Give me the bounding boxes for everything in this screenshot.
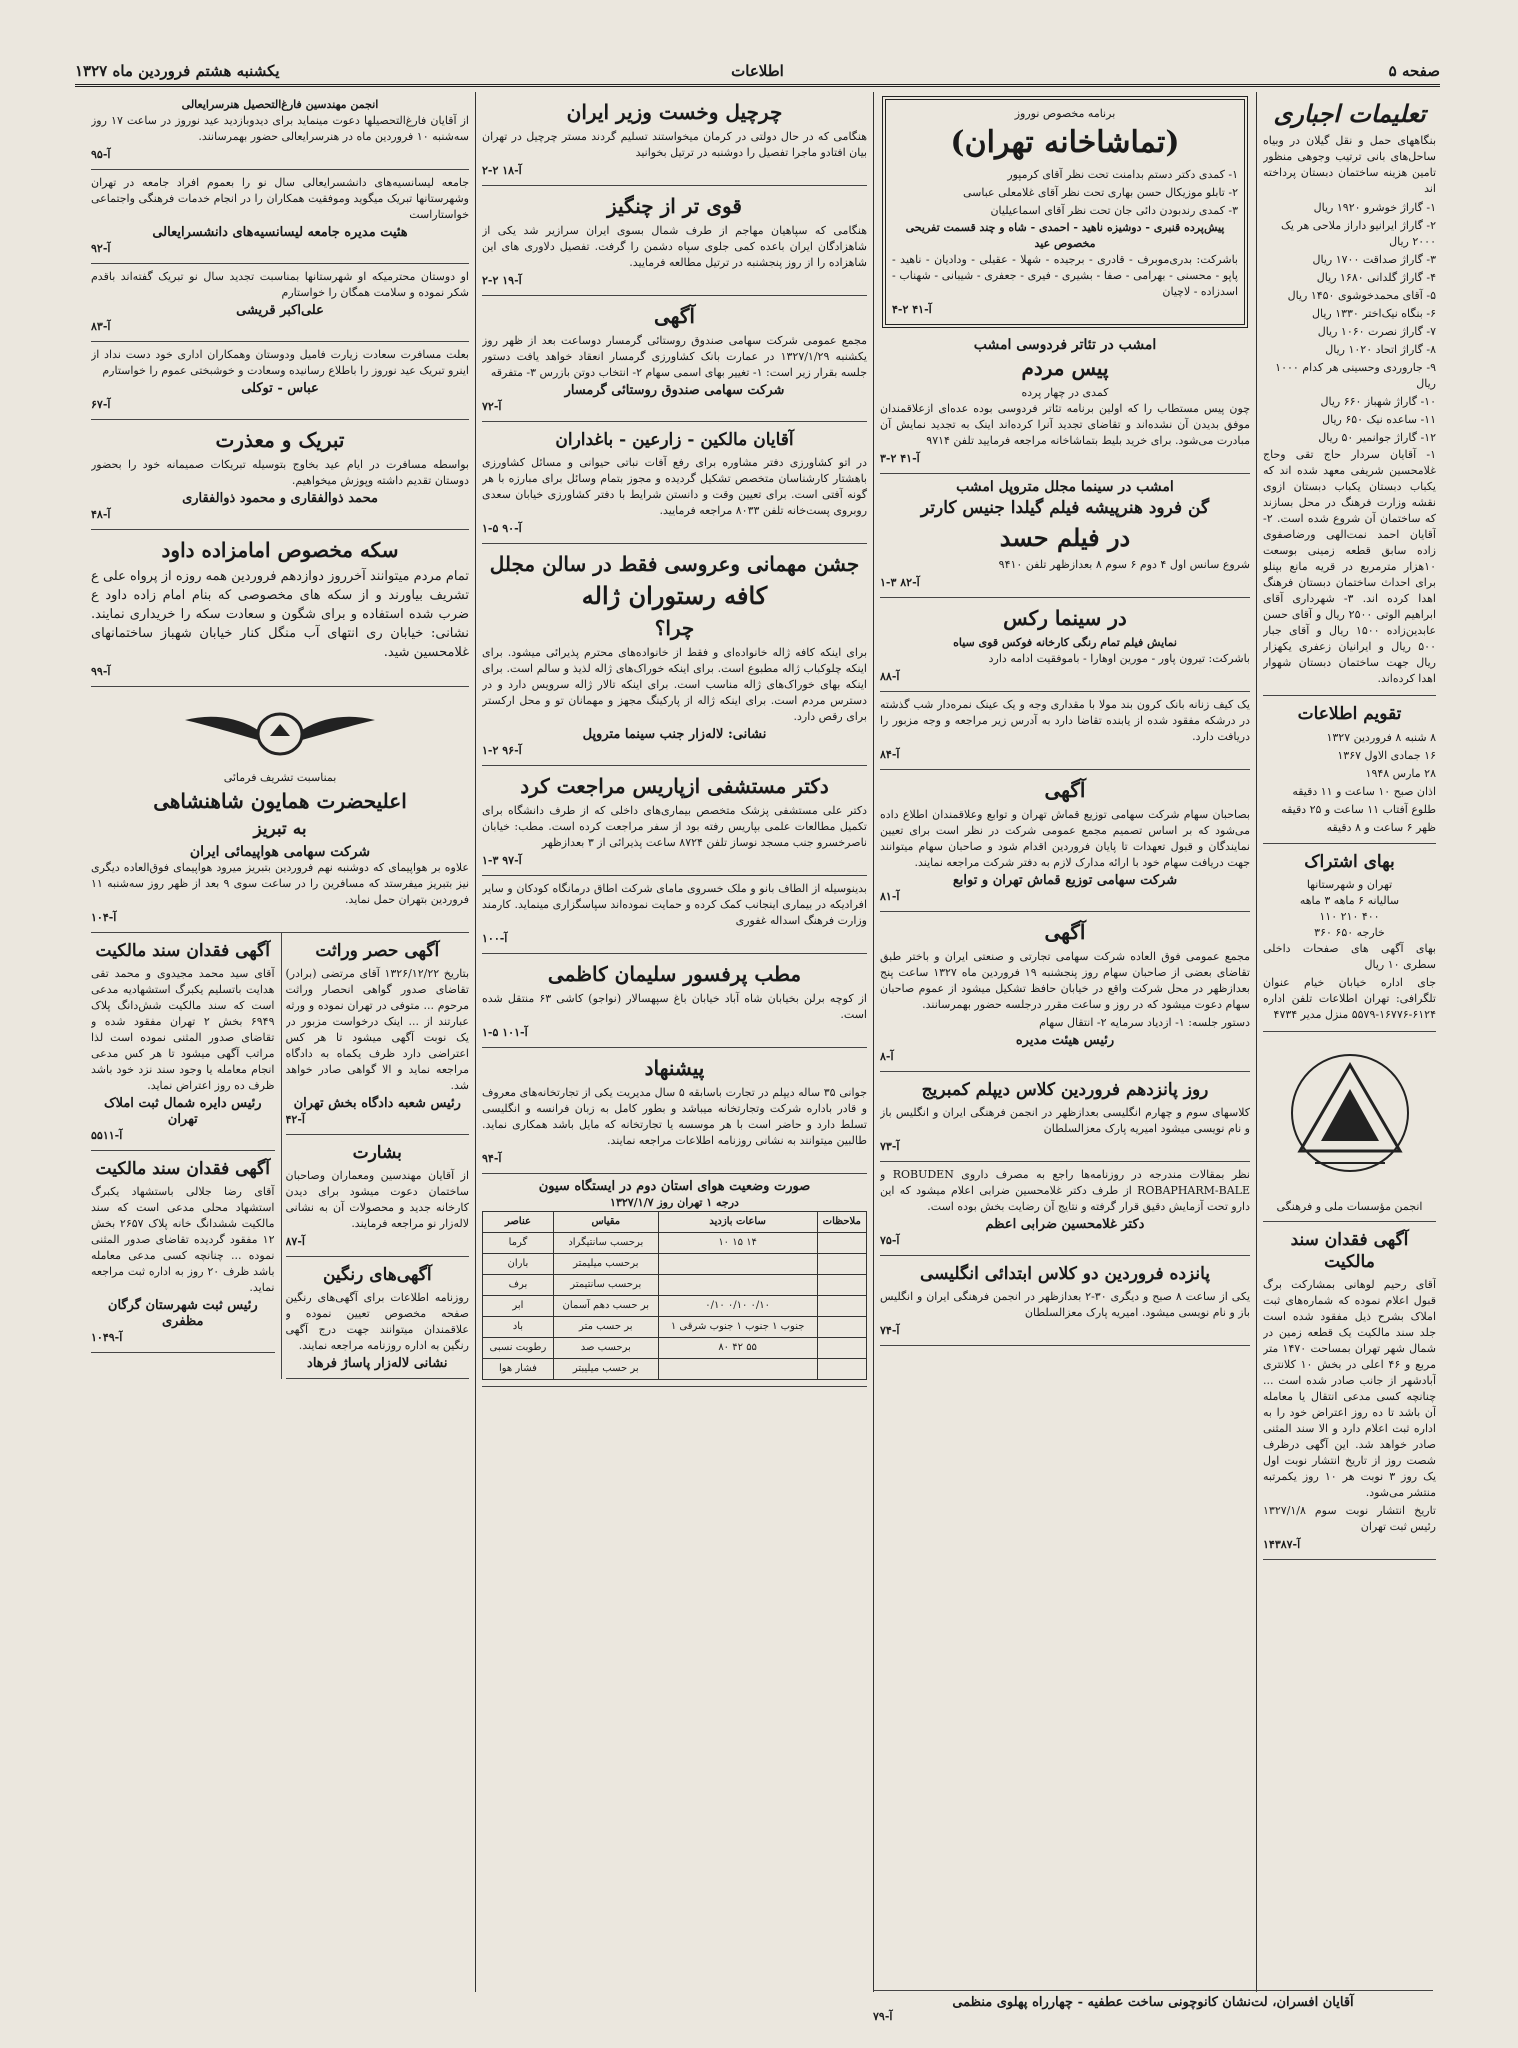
masthead xyxy=(75,58,1440,87)
churchill-serial-ad xyxy=(482,92,867,186)
ferdowsi-theater-ad xyxy=(880,332,1250,474)
ad-code: آ-۷۳ xyxy=(880,1140,900,1153)
calendar-line: اذان صبح ۱۰ ساعت و ۱۱ دقیقه xyxy=(1292,785,1436,798)
ad-code: آ-۸ xyxy=(880,1050,894,1063)
occasion-line: بمناسبت تشریف فرمائی xyxy=(223,771,337,784)
thanks-notice xyxy=(482,876,867,954)
calendar-line: ۱۶ جمادی الاول ۱۳۶۷ xyxy=(1337,749,1436,762)
ad-price-note: بهای آگهی های صفحات داخلی سطری ۱۰ ریال xyxy=(1263,942,1436,971)
table-row xyxy=(483,1233,867,1254)
notice-body: مجمع عمومی فوق العاده شرکت سهامی تجارتی و صنعتی ایران و باختر طبق تقاضای بعضی از صاحبان سهام روز پنجشنبه ۱۹ فروردین ماه ۱۳۲۷ ساعت پنج بعدازظهر در محل شرکت واقع در خیابان حافظ تشکیل میشود از عموم صاحبان سهام دعوت میشود که در روز و ساعت مقرر درجلسه حضور بهمرسانند. xyxy=(880,950,1250,1011)
ad-code: آ-۱۰۰ xyxy=(482,932,508,945)
ad-code: آ-۱۴۳۸۷ xyxy=(1263,1538,1301,1551)
notice-body: بعلت مسافرت سعادت زیارت فامیل ودوستان وهمکاران اداری خود دست نداد از اینرو تبریک عید نوروز را باطلاع رسانیده وسعادت و خوشبختی عموم را خواستارم xyxy=(91,348,469,377)
ad-body: از کوچه برلن بخیابان شاه آباد خیابان باغ سپهسالار (نواجو) کاشی ۶۳ منتقل شده است. xyxy=(482,992,867,1021)
ad-code: آ-۱۰۴ xyxy=(91,911,117,924)
ad-body: هنگامی که در حال دولتی در کرمان میخواستند تسلیم گردند مستر چرچیل در تهران بیان افتادو ماجرا تفصیل را دوشنبه در ترتیل بخوانید xyxy=(482,130,867,159)
table-cell xyxy=(658,1359,817,1380)
notice-signature: هئیت مدیره جامعه لیسانسیه‌های دانشسرایعالی xyxy=(152,225,408,240)
subscription-box xyxy=(1263,844,1436,1032)
list-item: ۵- آقای محمدخوشوی ۱۴۵۰ ریال xyxy=(1287,289,1436,302)
ad-code: آ-۷۹ xyxy=(873,2010,893,2023)
table-cell xyxy=(658,1254,817,1275)
table-cell: برحسب میلیمتر xyxy=(553,1254,658,1275)
property-loss-notice-2 xyxy=(91,1151,275,1353)
apology-notice xyxy=(91,420,469,530)
good-news-ad xyxy=(286,1135,470,1257)
play-title: پیس مردم xyxy=(1021,356,1109,380)
ad-body: هنگامی که سپاهیان مهاجم از طرف شمال بسوی ایران سرازیر شد یکی از شاهزادگان ایران باعده کمی جلوی سپاه دشمن را گرفت. تفصیل دلاوری های این شاهزاده را از روز پنجشنبه در ترتیل مطالعه فرمایید. xyxy=(482,224,867,269)
notice-body: آقای رضا جلالی باستشهاد یکبرگ استشهاد محلی مدعی است که سند مالکیت ششدانگ خانه پلاک ۲۶۵۷ بخش ۱۲ مفقود گردیده تقاضای صدور المثنی نموده ... چنانچه کسی مدعی معامله باشد ظرف ۲۰ روز به اداره ثبت مراجعه نماید. xyxy=(91,1185,275,1294)
calendar-line: ظهر ۶ ساعت و ۸ دقیقه xyxy=(1326,821,1436,834)
table-cell xyxy=(817,1233,866,1254)
footer-text: آقایان افسران، لت‌نشان کانوچونی ساخت عطفیه - چهارراه پهلوی منظمی xyxy=(952,1995,1354,2010)
footer-ad xyxy=(873,1990,1433,2023)
winged-emblem-icon xyxy=(180,696,380,766)
ad-code: آ-۸۷ xyxy=(285,1235,305,1248)
table-row xyxy=(483,1338,867,1359)
cast-note: پیش‌پرده قنبری - دوشیزه ناهید - احمدی - شاه و چند قسمت تفریحی مخصوص عید xyxy=(905,221,1225,250)
issue-date: یکشنبه هشتم فروردین ماه ۱۳۲۷ xyxy=(75,62,280,80)
notice-signature: شرکت سهامی صندوق روستائی گرمسار xyxy=(564,383,785,398)
notice-body: مجمع عمومی شرکت سهامی صندوق روستائی گرمسار دوساعت بعد از ظهر روز یکشنبه ۱۳۲۷/۱/۲۹ در عمارت بانک کشاورزی گرمسار انعقاد خواهد یافت دستور جلسه بقرار زیر است: ۱- تغییر بهای اسمی سهام ۲- انتخاب دوتن بازرس ۳- متفرقه xyxy=(482,334,867,379)
notice-signature: دکتر غلامحسین ضرابی اعظم xyxy=(985,1217,1145,1232)
compulsory-education-section xyxy=(1263,92,1436,696)
ad-code: آ-۸۴ xyxy=(880,748,900,761)
ad-code: آ-۱۹ ۲-۲ xyxy=(482,274,522,287)
ad-body: علاوه بر هواپیمای که دوشنبه نهم فروردین بتبریز میرود هواپیمای فوق‌العاده دیگری نیز بتبریز میفرستد که مسافرین را در ساعت سوی ۹ بعد از ظهر روز سه‌شنبه ۱۱ فروردین بتهران حمل نماید. xyxy=(91,861,469,906)
emblem-caption: انجمن مؤسسات ملی و فرهنگی xyxy=(1276,1200,1423,1213)
ad-body: روزنامه اطلاعات برای آگهی‌های رنگین صفحه مخصوص تعیین نموده و علاقمندان میتوانند جهت درج آگهی رنگین به اداره روزنامه مراجعه نمایند. xyxy=(285,1291,469,1352)
rex-cinema-ad xyxy=(880,598,1250,692)
ad-tagline: امشب در تئاتر فردوسی امشب xyxy=(973,337,1157,353)
list-item: ۱۰- گاراژ شهباز ۶۶۰ ریال xyxy=(1320,395,1436,408)
column-header: عناصر xyxy=(483,1212,554,1233)
ad-code: آ-۸۱ xyxy=(880,890,900,903)
column-2 xyxy=(873,92,1256,1992)
ad-code: آ-۹۶ ۲-۱ xyxy=(482,744,522,757)
ad-code: آ-۸۲ ۳-۱ xyxy=(880,576,920,589)
ad-title: روز پانزدهم فروردین کلاس دیپلم کمبریج xyxy=(921,1080,1209,1100)
play-subtitle: کمدی در چهار پرده xyxy=(1021,386,1109,399)
textile-company-notice xyxy=(880,770,1250,912)
ad-title: پیشنهاد xyxy=(644,1056,705,1080)
ad-title: مطب پرفسور سلیمان کاظمی xyxy=(547,962,802,986)
ad-code: آ-۷۲ xyxy=(482,400,502,413)
society-emblem xyxy=(1263,1032,1436,1222)
ad-body: از آقایان مهندسین ومعماران وصاحبان ساختمان دعوت میشود برای دیدن کارخانه جدید و محصولات آن به نشانی لاله‌زار نو مراجعه فرمایند. xyxy=(285,1169,469,1230)
notice-body: او دوستان محترمیکه او شهرستانها بمناسبت تجدید سال نو تبریک گفته‌اند باقدم شکر نموده و سلامت همگان را خواستارم xyxy=(91,270,469,299)
english-class-ad xyxy=(880,1256,1250,1346)
program-item: ۳- کمدی رندبودن دائی جان تحت نظر آقای اسماعیلیان xyxy=(990,204,1238,217)
table-row xyxy=(483,1275,867,1296)
subcolumn-right xyxy=(281,933,470,1379)
cast-list: باشرکت: بدری‌موبرف - قادری - برجیده - شهلا - عقیلی - ودادیان - ناهید - پاپو - محسنی - بهرامی - صفا - بشیری - فیری - جعفری - شیبانی - شهناب - اسدزاده - لاچیان xyxy=(892,253,1238,298)
table-cell: ۵۵ ۴۲ ۸۰ xyxy=(658,1338,817,1359)
table-cell xyxy=(817,1317,866,1338)
calendar-line: ۲۸ مارس ۱۹۴۸ xyxy=(1365,767,1436,780)
ad-code: آ-۴۸ xyxy=(91,508,111,521)
ad-code: آ-۶۷ xyxy=(91,398,111,411)
tehran-theater-program xyxy=(882,96,1248,328)
royal-title: اعلیحضرت همایون شاهنشاهی xyxy=(153,789,407,813)
subcolumn-left xyxy=(91,933,275,1379)
ad-code: آ-۴۱ ۲-۴ xyxy=(892,303,932,316)
subscription-subtitle: تهران و شهرستانها xyxy=(1306,878,1393,891)
notice-title: آگهی فقدان سند مالکیت xyxy=(1290,1230,1409,1272)
table-row xyxy=(483,1359,867,1380)
film-stars: گن فرود هنرپیشه فیلم گیلدا جنیس کارتر xyxy=(920,498,1210,518)
ad-title: چرچیل وخست وزیر ایران xyxy=(566,100,783,124)
garmsar-fund-notice xyxy=(482,296,867,422)
destination: به تبریز xyxy=(253,819,307,839)
notice-signature: علی‌اکبر قریشی xyxy=(236,303,324,318)
ad-code: آ-۹۲ xyxy=(91,242,111,255)
ad-tagline: امشب در سینما مجلل متروپل امشب xyxy=(956,479,1174,495)
list-item: ۹- جاروردی وحسینی هر کدام ۱۰۰۰ ریال xyxy=(1275,361,1436,390)
ad-code: آ-۹۴ xyxy=(482,1152,502,1165)
ad-code: آ-۱۰۱ ۵-۱ xyxy=(482,1026,528,1039)
table-cell: برحسب سانتیگراد xyxy=(553,1233,658,1254)
table-cell: برحسب صد xyxy=(553,1338,658,1359)
notice-body: بتاریخ ۱۳۲۶/۱۲/۲۲ آقای مرتضی (برادر) تقاضای صدور گواهی انحصار وراثت مرحوم ... متوفی در تهران نموده و ورثه عبارتند از ... اینک درخواست مزبور در یک نوبت آگهی میشود تا هر کس اعتراضی دارد ظرف یکماه به دادگاه مراجعه نماید و الا گواهی صادر خواهد شد. xyxy=(285,967,469,1092)
genghis-serial-ad xyxy=(482,186,867,296)
film-title: نمایش فیلم تمام رنگی کارخانه فوکس قوی سیاه xyxy=(953,636,1177,649)
list-item: ۱- گاراژ خوشرو ۱۹۲۰ ریال xyxy=(1313,201,1436,214)
table-cell: باران xyxy=(483,1254,554,1275)
notice-signature: رئیس ثبت شهرستان گرگان مظفری xyxy=(107,1298,258,1329)
table-cell: ۱۴ ۱۵ ۱۰ xyxy=(658,1233,817,1254)
table-cell: ابر xyxy=(483,1296,554,1317)
table-cell: گرما xyxy=(483,1233,554,1254)
notice-signature: شرکت سهامی توزیع قماش تهران و توابع xyxy=(952,873,1178,888)
weather-title: صورت وضعیت هوای استان دوم در ایستگاه سیون xyxy=(538,1179,811,1194)
notice-title: آگهی xyxy=(654,304,695,328)
ad-code: آ-۷۵ xyxy=(880,1234,900,1247)
cambridge-class-ad xyxy=(880,1072,1250,1162)
notice-body: آقای رحیم لوهانی بمشارکت برگ قبول اعلام نموده که شماره‌های ثبت املاک بشرح ذیل مفقود شده است جلد سند مالکیت یک قطعه زمین در شمال شهر تهران بمساحت ۱۴۷۰ متر مربع و ۴۶ اعلی در بخش ۱۰ کلانتری آبادشهر از جانب صادر شده است ... چنانچه کسی مدعی انتقال یا معامله آن باشد تا ده روز اعتراض خود را به اداره ثبت اعلام دارد و الا سند المثنی صادر خواهد شد. این آگهی درظرف شصت روز از تاریخ انتشار نوبت اول یک روز ۳ نوبت هر ۱۰ روز یکمرتبه منتشر می‌شود. xyxy=(1263,1278,1436,1499)
table-cell xyxy=(817,1254,866,1275)
theater-title: (تماشاخانه تهران) xyxy=(950,125,1180,160)
weather-report xyxy=(482,1174,867,1387)
property-loss-notice xyxy=(91,933,275,1151)
list-item: ۱۱- ساعده نیک ۶۵۰ ریال xyxy=(1322,413,1436,426)
travel-greeting xyxy=(91,342,469,420)
ad-title: آگهی‌های رنگین xyxy=(322,1265,432,1285)
ad-code: آ-۴۱ ۲-۳ xyxy=(880,452,920,465)
job-offer-ad xyxy=(482,1048,867,1174)
subscription-header: سالیانه ۶ ماهه ۳ ماهه xyxy=(1299,894,1400,907)
notice-dates: تاریخ انتشار نوبت سوم ۱۳۲۷/۱/۸ رئیس ثبت تهران xyxy=(1263,1504,1436,1533)
table-cell xyxy=(817,1275,866,1296)
table-cell: رطوبت نسبی xyxy=(483,1338,554,1359)
notice-body: بصاحبان سهام شرکت سهامی توزیع قماش تهران و توابع وعلاقمندان اطلاع داده می‌شود که بر اساس تصمیم مجمع عمومی شرکت در نظر است برای تعیین نمایندگان و قبول تعهدات تا پایان فروردین اقدام شود و صاحبان سهام میتوانند جهت دریافت سهام خود با ارائه مدارک لازم به دفتر شرکت مراجعه نمایند. xyxy=(880,808,1250,869)
table-cell: باد xyxy=(483,1317,554,1338)
column-4 xyxy=(85,92,475,1992)
ad-code: آ-۹۵ xyxy=(91,148,111,161)
airline-name: شرکت سهامی هواپیمائی ایران xyxy=(189,844,371,860)
section-intro: بنگاههای حمل و نقل گیلان در وبیاه ساحل‌های بانی ترتیب وجوهی منظور تامین هزینه ساختمان دبستان پرداخته اند xyxy=(1263,134,1436,195)
table-cell xyxy=(817,1296,866,1317)
ad-body: چون پیس مستطاب را که اولین برنامه تئاتر فردوسی بوده عده‌ای ازعلاقمندان موفق بدیدن آن نشده‌اند و تقاضای تجدید آنرا کرده‌اند اینک به تجدید نمایش آن مبادرت می‌شود. برای خرید بلیط بتماشاخانه مراجعه فرمایید تلفن ۹۷۱۴ xyxy=(880,402,1250,447)
thanks-greeting xyxy=(91,264,469,342)
inheritance-notice xyxy=(286,933,470,1135)
column-header: ساعات بازدید xyxy=(658,1212,817,1233)
ad-title: بشارت xyxy=(352,1143,402,1163)
list-item: ۶- بنگاه نیک‌اختر ۱۳۳۰ ریال xyxy=(1311,307,1436,320)
list-item: ۸- گاراژ اتحاد ۱۰۲۰ ریال xyxy=(1325,343,1436,356)
doctor-return-ad xyxy=(482,766,867,876)
notice-title: تبریک و معذرت xyxy=(215,428,345,452)
notice-signature: رئیس شعبه دادگاه بخش تهران xyxy=(293,1096,461,1111)
lost-item-notice xyxy=(880,692,1250,770)
ad-code: آ-۱۰۴۹ xyxy=(91,1331,123,1344)
weather-subtitle: درجه ۱ تهران روز ۱۳۲۷/۱/۷ xyxy=(610,1196,739,1209)
notice-title: آگهی حصر وراثت xyxy=(315,941,440,961)
table-cell xyxy=(817,1338,866,1359)
color-ads-notice xyxy=(286,1257,470,1379)
ad-body: نظر بمقالات مندرجه در روزنامه‌ها راجع به مصرف داروی ROBUDEN و ROBAPHARM-BALE از طرف دکتر غلامحسین ضرابی اعلام میشود که این دارو تحت آزمایش دقیق قرار گرفته و نتایج آن رضایت بخش بوده است. xyxy=(880,1168,1250,1213)
notice-signature: رئیس دایره شمال ثبت املاک تهران xyxy=(103,1096,262,1127)
table-cell: بر حسب میلیبتر xyxy=(553,1359,658,1380)
subscription-abroad: خارجه ۶۵۰ ۳۶۰ xyxy=(1314,926,1385,939)
table-cell xyxy=(817,1359,866,1380)
notice-signature: عباس - توکلی xyxy=(241,381,319,396)
ad-signature: نشانی لاله‌زار پاساژ فرهاد xyxy=(307,1356,448,1371)
farmers-advisory-ad xyxy=(482,422,867,544)
ad-code: آ-۹۹ xyxy=(91,665,111,678)
donations-list xyxy=(1263,199,1436,447)
table-row xyxy=(483,1317,867,1338)
metropol-cinema-ad xyxy=(880,474,1250,598)
property-loss-notice xyxy=(1263,1222,1436,1560)
ad-code: آ-۸۸ xyxy=(880,670,900,683)
ad-title: قوی تر از چنگیز xyxy=(607,194,742,218)
column-3 xyxy=(475,92,873,1992)
notice-signature: رئیس هیئت مدیره xyxy=(1015,1033,1115,1048)
airline-royal-ad xyxy=(91,687,469,933)
calendar-line: ۸ شنبه ۸ فروردین ۱۳۲۷ xyxy=(1326,731,1436,744)
table-cell: بر حسب متر xyxy=(553,1317,658,1338)
office-address: جای اداره خیابان خیام عنوان تلگرافی: تهران اطلاعات تلفن اداره ۶۱۲۴-۱۶۷۷۶-۵۵۷۹ منزل مدیر ۴۷۳۴ xyxy=(1263,976,1436,1021)
table-row xyxy=(483,1254,867,1275)
notice-title: آگهی فقدان سند مالکیت xyxy=(95,941,270,961)
pharmacy-notice xyxy=(880,1162,1250,1256)
table-cell: برحسب سانتیمتر xyxy=(553,1275,658,1296)
film-title: در فیلم حسد xyxy=(999,523,1131,552)
list-item: ۷- گاراژ نصرت ۱۰۶۰ ریال xyxy=(1317,325,1436,338)
list-item: ۴- گاراژ گلدانی ۱۶۸۰ ریال xyxy=(1316,271,1436,284)
notice-agenda: دستور جلسه: ۱- ازدیاد سرمایه ۲- انتقال سهام xyxy=(1039,1016,1250,1029)
notice-body: بواسطه مسافرت در ایام عید بخاوج بتوسیله تبریکات صمیمانه خود را بحضور دوستان تقدیم داشته وپوزش میخواهیم. xyxy=(91,458,469,487)
ad-code: آ-۵۵۱۱ xyxy=(91,1129,123,1142)
ad-body: برای اینکه کافه ژاله خانواده‌ای و فقط از خانواده‌های محترم پذیرائی میشود. برای اینکه چلوکباب ژاله مطبوع است. برای اینکه خوراک‌های ژاله لذیذ و سالم است. برای اینکه بهای خوراک‌های ژاله مناسب است. برای اینکه تالار ژاله سرویس دارد و در دسترس مردم است. برای اینکه ژاله از پارکینگ مجهز و مهمانان تو و محل ارکستر برای رقص دارد. xyxy=(482,646,867,723)
ad-body: یکی از ساعت ۸ صبح و دیگری ۳۰-۲ بعدازظهر در انجمن فرهنگی ایران و انگلیس باز و نام نویسی میشود. امیریه پارک معزالسلطان xyxy=(880,1290,1250,1319)
graduates-greeting xyxy=(91,170,469,264)
ad-body: کلاسهای سوم و چهارم انگلیسی بعدازظهر در انجمن فرهنگی ایران و انگلیس باز و نام نویسی میشود امیریه پارک معزالسلطان xyxy=(880,1106,1250,1135)
ad-body: تمام مردم میتوانند آخرروز دوازدهم فروردین همه روزه از پرواه علی ع تشریف بیاورند و از سکه های مخصوصی که بنام امام زاده داود ع ضرب شده استفاده و برای شگون و سعادت سکه را خریداری نمایند. نشانی: خیابان ری انتهای آب منگل کنار خیابان شهباز ساختمانهای غلامحسین شید. xyxy=(91,569,469,660)
ad-code: آ-۷۴ xyxy=(880,1324,900,1337)
showtimes: شروع سانس اول ۴ دوم ۶ سوم ۸ بعدازظهر تلفن ۹۴۱۰ xyxy=(998,558,1250,571)
table-cell: جنوب ۱ جنوب ۱ جنوب شرقی ۱ xyxy=(658,1317,817,1338)
table-cell: بر حسب دهم آسمان xyxy=(553,1296,658,1317)
ad-code: آ-۴۲ xyxy=(285,1113,305,1126)
ad-code: آ-۹۷ ۳-۱ xyxy=(482,854,522,867)
section-body: ۱- آقایان سردار حاج تقی وحاج غلامحسین شریفی معهد شده اند که یکباب دبستان یکباب دبستان ازوی نقشه وزارت فرهنگ در محل بسازند که ساختمان آن شروع شده است. ۲- آقایان احمد نمت‌الهی ورضاصفوی زاده سابق قطعه زمینی بوسعت ۱۰هزار مترمربع در قریه مانع بپنلو برای احداث ساختمان دبستان فرهنگ اهدا کرده اند. ۳- شهرداری آقای ابراهیم الوتی ۲۵۰۰ ریال و آقای حسن عابدین‌زاده ۱۵۰۰ ریال و آقای جبار ۵۰۰ ریال و ایرانیان زعفری یکهزار ریال جهت ساختمان دبستان شهوار اهدا کرده‌اند. xyxy=(1263,448,1436,685)
table-cell xyxy=(658,1275,817,1296)
restaurant-address: نشانی: لاله‌زار جنب سینما متروپل xyxy=(582,727,767,742)
program-item: ۱- کمدی دکتر دستم بدامنت تحت نظر آقای کرمپور xyxy=(1007,168,1238,181)
engineers-society-notice xyxy=(91,92,469,170)
notice-body: آقای سید محمد مجیدوی و محمد تقی هدایت باتسلیم یکبرگ استشهادیه مدعی است که سند مالکیت شش‌دانگ پلاک ۶۹۴۹ بخش ۲ تهران مفقود شده و تقاضای صدور المثنی نموده است لذا مراتب آگهی میشود تا هر کس مدعی انجام معامله یا وجود سند نزد خود باشد ظرف ده روز اعتراض نماید. xyxy=(91,967,275,1092)
notice-title: آگهی xyxy=(1044,920,1086,944)
ad-body: بدینوسیله از الطاف بانو و ملک خسروی مامای شرکت اطاق درمانگاه کودکان و سایر افرادیکه در بیماری اینجانب کمک کرده و حمایت نموده‌اند سپاسگزاری مینماید. کارمند وزارت فرهنگ اسداله غفوری xyxy=(482,882,867,927)
ad-question: چرا؟ xyxy=(654,616,695,640)
imamzadeh-coin-ad xyxy=(91,530,469,687)
ad-body: یک کیف زنانه بانک کرون بند مولا با مقداری وجه و یک عینک نمره‌دار شب گذشته در درشکه مفقود شده از یابنده تقاضا دارد به آدرس زیر مراجعه و وجه مزبور را دریافت دارد. xyxy=(880,698,1250,743)
column-header: مقیاس xyxy=(553,1212,658,1233)
shareholders-meeting-notice xyxy=(880,912,1250,1072)
table-row xyxy=(483,1296,867,1317)
calendar-box xyxy=(1263,696,1436,844)
program-item: ۲- تابلو موزیکال حسن بهاری تحت نظر آقای غلامعلی عباسی xyxy=(962,186,1238,199)
film-cast: باشرکت: تیرون پاور - مورین اوهارا - باموفقیت ادامه دارد xyxy=(988,652,1250,665)
weather-table xyxy=(482,1211,867,1380)
jaleh-restaurant-ad xyxy=(482,544,867,766)
ad-title: سکه مخصوص امامزاده داود xyxy=(161,538,399,562)
ad-body: جوانی ۳۵ ساله دیپلم در تجارت باسابقه ۵ سال مدیریت یکی از تجارتخانه‌های معروف و قادر باداره شرکت وتجارتخانه میباشد و بطور کامل به زبان فرانسه و انگلیسی تسلط دارد و حاضر است با هر موسسه یا تجارتخانه که مایل باشد همکاری نماید. طالبین میتوانند به نشانی روزنامه اطلاعات مراجعه نمایند. xyxy=(482,1086,867,1147)
bottom-subcolumns xyxy=(91,933,469,1379)
ad-title: پانزده فروردین دو کلاس ابتدائی انگلیسی xyxy=(919,1264,1211,1284)
subscription-values: ۴۰۰ ۲۱۰ ۱۱۰ xyxy=(1319,910,1380,923)
column-1 xyxy=(1256,92,1442,1992)
notice-signature: محمد ذوالفقاری و محمود ذوالفقاری xyxy=(182,491,378,506)
paper-name: اطلاعات xyxy=(731,62,784,80)
notice-title: آگهی xyxy=(1044,778,1086,802)
list-item: ۲- گاراژ ایرانیو داراز ملاحی هر یک ۲۰۰۰ ریال xyxy=(1280,219,1436,248)
ad-title: دکتر مستشفی ازپاریس مراجعت کرد xyxy=(520,774,829,798)
ad-title: آقایان مالکین - زارعین - باغداران xyxy=(555,430,794,450)
list-item: ۳- گاراژ صداقت ۱۷۰۰ ریال xyxy=(1312,253,1436,266)
calendar-line: طلوع آفتاب ۱۱ ساعت و ۲۵ دقیقه xyxy=(1281,803,1436,816)
program-label: برنامه مخصوص نوروز xyxy=(1014,107,1116,120)
ad-body: در اتو کشاورزی دفتر مشاوره برای رفع آفات نباتی حیوانی و مسائل کشاورزی باهشتار کارشناسان متخصص تشکیل گردیده و مجوز بتمام وسائل برای مبارزه با هر گونه آفتی است. برای تعیین وقت و دانستن شرایط با دفتر کشاورزی خیابان سعدی روبروی پست‌خانه تلفن ۸۰۳۳ مراجعه فرمایید. xyxy=(482,456,867,517)
page-number: صفحه ۵ xyxy=(1388,62,1440,80)
list-item: ۱۲- گاراژ جوانمیر ۵۰ ریال xyxy=(1318,431,1436,444)
calendar-title: تقویم اطلاعات xyxy=(1297,704,1402,724)
notice-body: از آقایان فارغ‌التحصیلها دعوت مینماید برای دیدوبازدید عید نوروز در ساعت ۱۷ روز سه‌شنبه ۱۰ فروردین ماه در هنرسرایعالی حضور بهمرسانند. xyxy=(91,114,469,143)
notice-title: آگهی فقدان سند مالکیت xyxy=(95,1159,270,1179)
triangle-emblem-icon xyxy=(1275,1043,1425,1193)
cinema-title: در سینما رکس xyxy=(1003,606,1127,630)
ad-code: آ-۱۸ ۲-۲ xyxy=(482,164,522,177)
section-title: تعلیمات اجباری xyxy=(1273,99,1426,128)
clinic-move-ad xyxy=(482,954,867,1048)
notice-body: جامعه لیسانسیه‌های دانشسرایعالی سال نو را بعموم افراد جامعه در تهران وشهرستانها تبریک میگوید وموفقیت همکاران را در انجام خدمات فرهنگی واجتماعی خواستاراست xyxy=(91,176,469,221)
subscription-title: بهای اشتراک xyxy=(1304,852,1395,872)
column-header: ملاحظات xyxy=(817,1212,866,1233)
table-cell: ۰/۱۰ ۰/۱۰ ۰/۱۰ xyxy=(658,1296,817,1317)
ad-title: جشن مهمانی وعروسی فقط در سالن مجلل xyxy=(489,552,860,576)
table-cell: برف xyxy=(483,1275,554,1296)
ad-code: آ-۸۳ xyxy=(91,320,111,333)
restaurant-name: کافه رستوران ژاله xyxy=(581,581,768,610)
table-cell: فشار هوا xyxy=(483,1359,554,1380)
ad-body: دکتر علی مستشفی پزشک متخصص بیماری‌های داخلی که از طرف دانشگاه برای تکمیل مطالعات علمی بپاریس رفته بود از سفر مراجعت کرده است. مطب: خیابان ناصرخسرو جنب مسجد نوساز تلفن ۸۷۲۴ ساعت پذیرائی از ۳ بعدازظهر xyxy=(482,804,867,849)
ad-code: آ-۹۰ ۵-۱ xyxy=(482,522,522,535)
notice-title: انجمن مهندسین فارغ‌التحصیل هنرسرایعالی xyxy=(181,98,379,111)
